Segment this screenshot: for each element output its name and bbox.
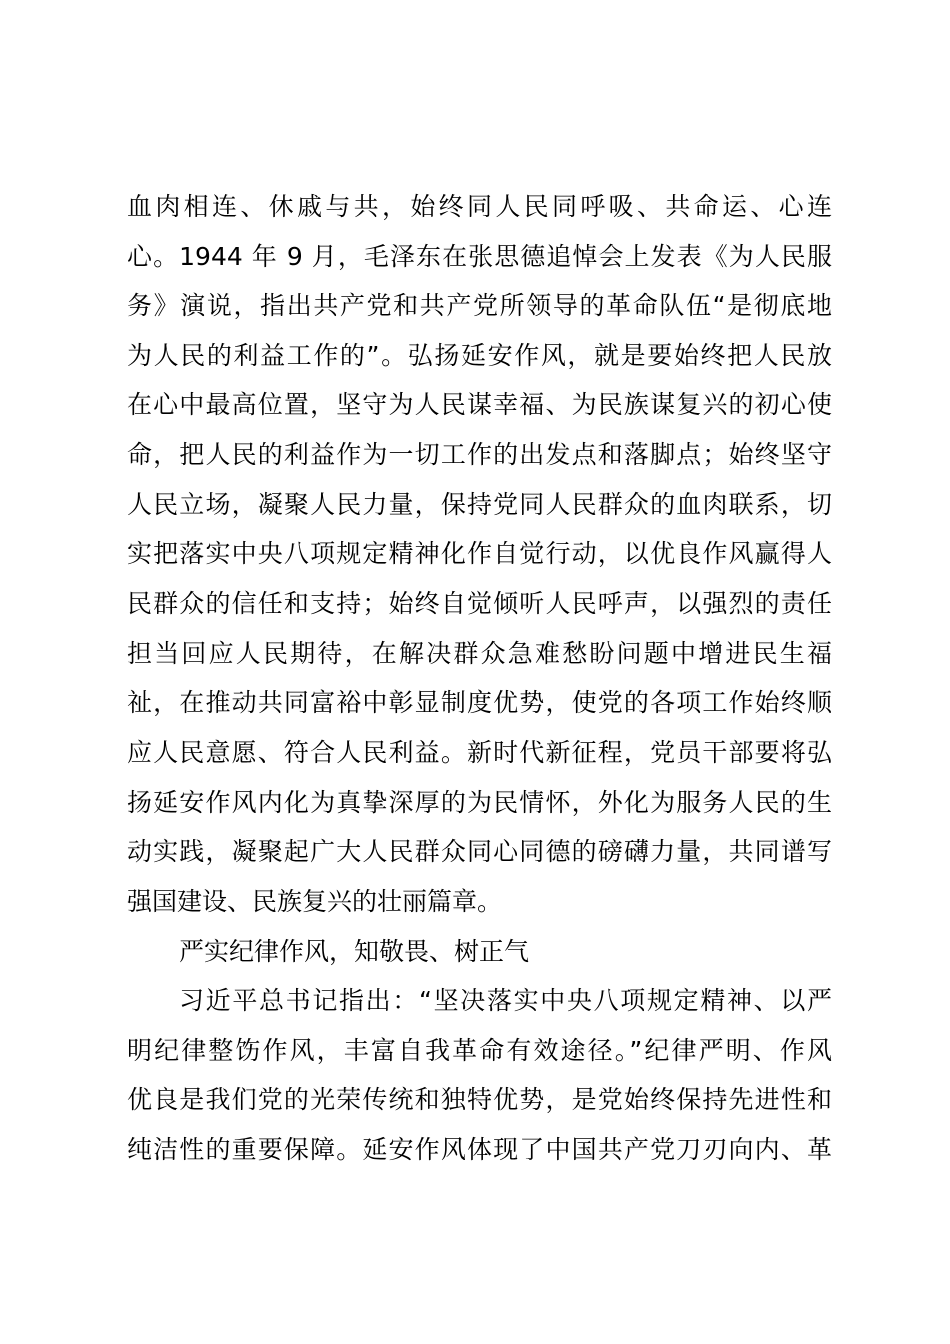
paragraph-line: 在心中最高位置，坚守为人民谋幸福、为民族谋复兴的初心使 [127,390,832,419]
paragraph-line: 血肉相连、休戚与共，始终同人民同呼吸、共命运、心连 [127,192,832,221]
paragraph-line: 纯洁性的重要保障。延安作风体现了中国共产党刀刃向内、革 [127,1135,832,1164]
paragraph-line: 实把落实中央八项规定精神化作自觉行动，以优良作风赢得人 [127,539,832,568]
paragraph-line: 心。1944 年 9 月，毛泽东在张思德追悼会上发表《为人民服 [127,242,832,271]
paragraph-line: 担当回应人民期待，在解决群众急难愁盼问题中增进民生福 [127,639,832,668]
paragraph-line: 民群众的信任和支持；始终自觉倾听人民呼声，以强烈的责任 [127,589,832,618]
paragraph-line: 扬延安作风内化为真挚深厚的为民情怀，外化为服务人民的生 [127,788,832,817]
paragraph-line: 优良是我们党的光荣传统和独特优势，是党始终保持先进性和 [127,1085,832,1114]
paragraph-line: 习近平总书记指出：“坚决落实中央八项规定精神、以严 [179,986,832,1015]
paragraph-line: 务》演说，指出共产党和共产党所领导的革命队伍“是彻底地 [127,291,832,320]
paragraph-line: 明纪律整饬作风，丰富自我革命有效途径。”纪律严明、作风 [127,1036,832,1065]
section-heading: 严实纪律作风，知敬畏、树正气 [179,937,530,966]
paragraph-line: 动实践，凝聚起广大人民群众同心同德的磅礴力量，共同谱写 [127,837,832,866]
paragraph-line: 应人民意愿、符合人民利益。新时代新征程，党员干部要将弘 [127,738,832,767]
paragraph-line: 强国建设、民族复兴的壮丽篇章。 [127,887,503,916]
paragraph-line: 为人民的利益工作的”。弘扬延安作风，就是要始终把人民放 [127,341,832,370]
paragraph-line: 命，把人民的利益作为一切工作的出发点和落脚点；始终坚守 [127,440,832,469]
paragraph-line: 人民立场，凝聚人民力量，保持党同人民群众的血肉联系，切 [127,490,832,519]
paragraph-line: 祉，在推动共同富裕中彰显制度优势，使党的各项工作始终顺 [127,688,832,717]
